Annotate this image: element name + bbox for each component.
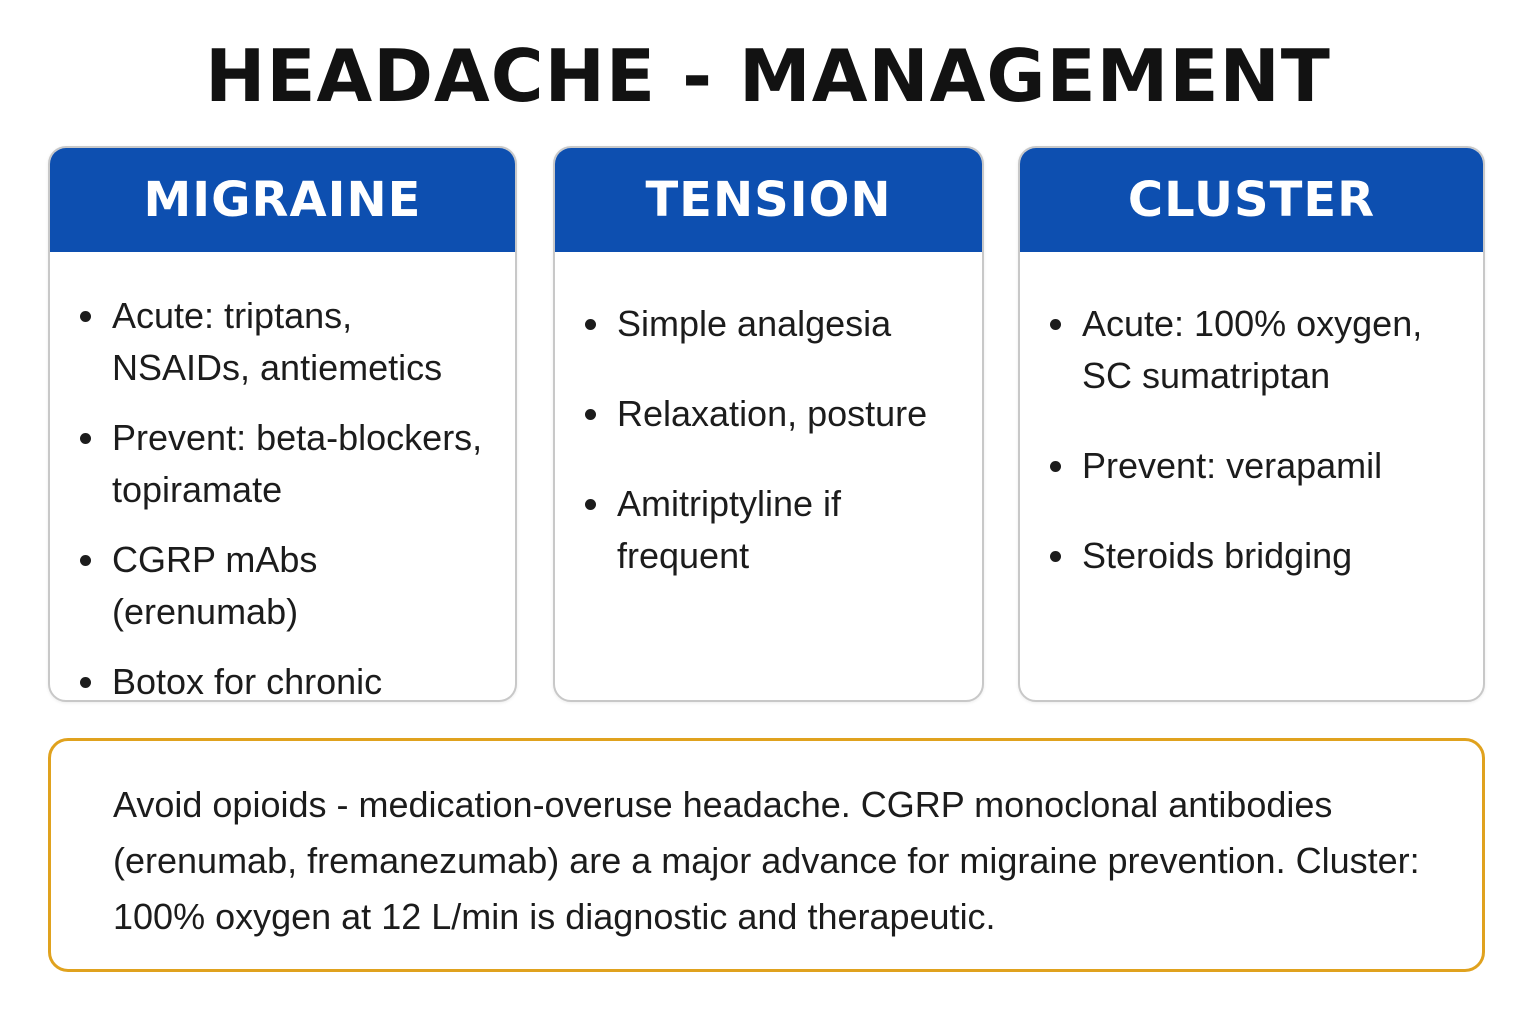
list-item-text: Relaxation, posture — [617, 393, 928, 434]
tension-card-title: TENSION — [645, 172, 892, 228]
migraine-card-title: MIGRAINE — [143, 172, 422, 228]
bullet-icon — [1050, 551, 1061, 562]
cluster-list — [1020, 252, 1483, 582]
summary-note-box — [48, 738, 1485, 972]
list-item — [1050, 530, 1461, 582]
cluster-card-title: CLUSTER — [1127, 172, 1376, 228]
migraine-card-header — [50, 148, 515, 252]
migraine-card — [48, 146, 517, 702]
list-item — [1050, 440, 1461, 492]
bullet-icon — [1050, 461, 1061, 472]
list-item — [80, 290, 493, 394]
list-item — [1050, 298, 1461, 402]
bullet-icon — [80, 555, 91, 566]
list-item — [80, 656, 493, 702]
list-item-text: Simple analgesia — [617, 303, 892, 344]
summary-note-text: Avoid opioids - medication-overuse headache. CGRP monoclonal antibodies (erenumab, fremanezumab) are a major advance for migraine prevention. Cluster: 100% oxygen at 12 L/min is diagnostic and therapeutic. — [113, 784, 1420, 937]
list-item-text: Prevent: verapamil — [1082, 445, 1383, 486]
list-item — [80, 412, 493, 516]
bullet-icon — [585, 409, 596, 420]
bullet-icon — [80, 311, 91, 322]
tension-card — [553, 146, 984, 702]
cluster-card — [1018, 146, 1485, 702]
page-title: HEADACHE - MANAGEMENT — [205, 34, 1331, 118]
list-item-text: Amitriptyline if frequent — [617, 483, 842, 576]
bullet-icon — [1050, 319, 1061, 330]
tension-list — [555, 252, 982, 582]
tension-card-header — [555, 148, 982, 252]
bullet-icon — [80, 433, 91, 444]
list-item — [80, 534, 493, 638]
list-item-text: Steroids bridging — [1082, 535, 1353, 576]
list-item-text: Botox for chronic — [112, 661, 383, 702]
bullet-icon — [585, 319, 596, 330]
bullet-icon — [80, 677, 91, 688]
list-item-text: Acute: 100% oxygen, SC sumatriptan — [1082, 303, 1423, 396]
list-item — [585, 478, 960, 582]
bullet-icon — [585, 499, 596, 510]
list-item-text: Acute: triptans, NSAIDs, antiemetics — [112, 295, 443, 388]
list-item-text: CGRP mAbs (erenumab) — [112, 539, 318, 632]
cluster-card-header — [1020, 148, 1483, 252]
migraine-list — [50, 252, 515, 702]
list-item — [585, 388, 960, 440]
list-item — [585, 298, 960, 350]
list-item-text: Prevent: beta-blockers, topiramate — [112, 417, 483, 510]
